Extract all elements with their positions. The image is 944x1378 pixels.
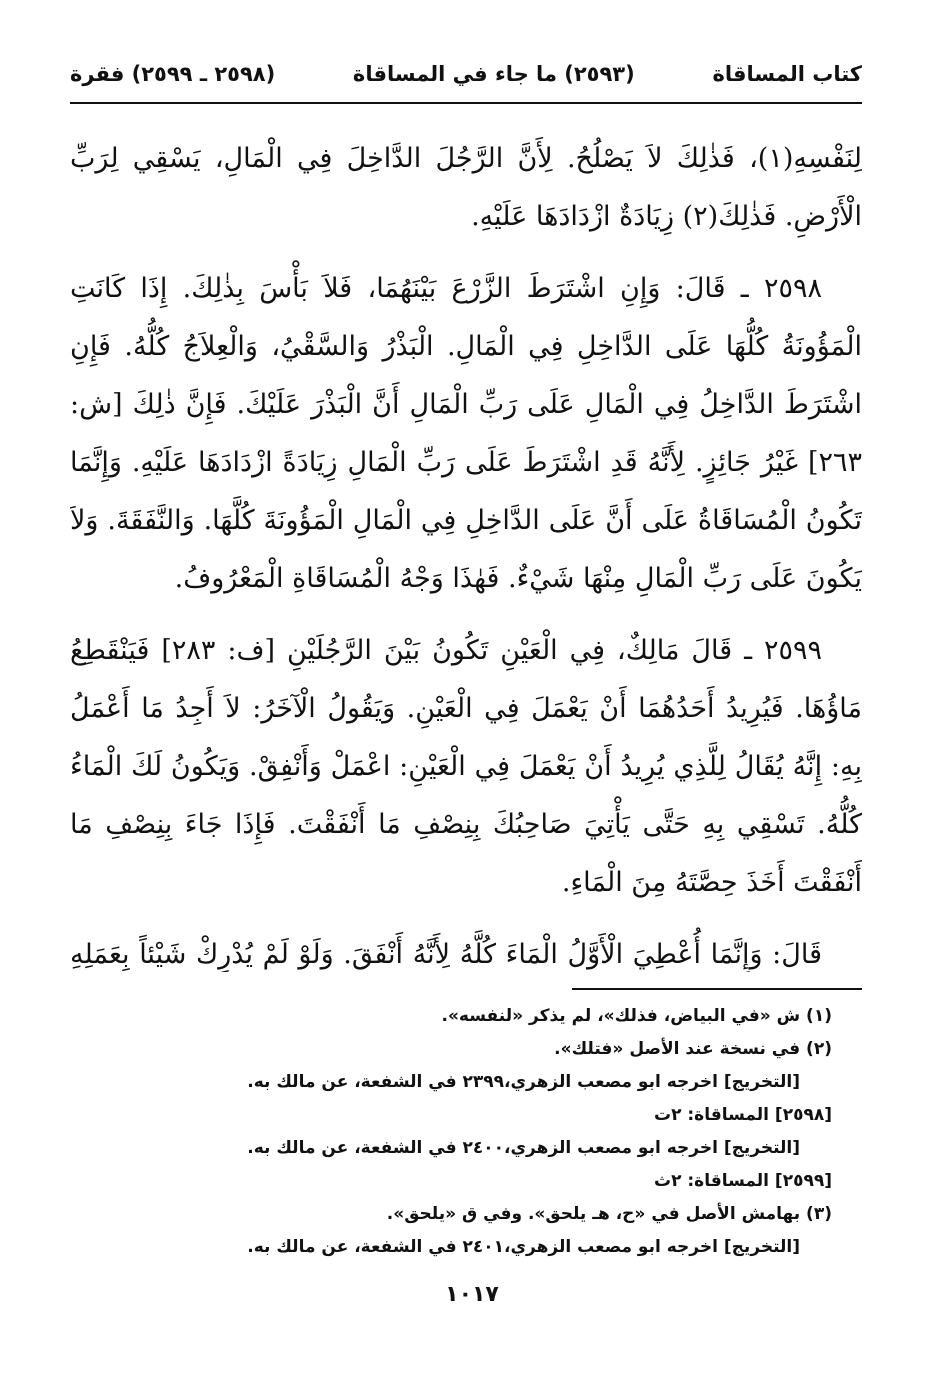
takhrij-1	[90, 1066, 832, 1099]
takhrij-3	[90, 1231, 832, 1262]
takhrij-label: [التخريج]	[723, 1072, 800, 1092]
paragraph-qala: قَالَ: وَإِنَّمَا أُعْطِيَ الْأَوَّلُ الْمَاءَ كُلَّهُ لِأَنَّهُ أَنْفَقَ. وَلَوْ لَمْ يُدْرِكْ شَيْئاً بِعَمَلِهِ	[70, 939, 822, 970]
footnote-divider	[572, 988, 862, 990]
footnote-3: (٣) بهامش الأصل في «ح، هـ يلحق». وفي ق «يلحق».	[386, 1204, 832, 1224]
chapter-title: (٢٥٩٣) ما جاء في المساقاة	[352, 62, 635, 86]
takhrij-label: [التخريج]	[723, 1237, 800, 1257]
running-header	[70, 52, 862, 96]
takhrij-label: [التخريج]	[723, 1138, 800, 1158]
takhrij-text: اخرجه ابو مصعب الزهري،٢٤٠١ في الشفعة، عن مالك به.	[247, 1237, 718, 1257]
paragraph-2599: ٢٥٩٩ ـ قَالَ مَالِكٌ، فِي الْعَيْنِ تَكُونُ بَيْنَ الرَّجُلَيْنِ [ف: ٢٨٣] فَيَنْقَطِعُ مَاؤُهَا. فَيُرِيدُ أَحَدُهُمَا أَنْ يَعْمَلَ فِي الْعَيْنِ. وَيَقُولُ الْآخَرُ: لاَ أَجِدُ مَا أَعْمَلُ بِهِ: إِنَّهُ يُقَالُ لِلَّذِي يُرِيدُ أَنْ يَعْمَلَ فِي الْعَيْنِ: اعْمَلْ وَأَنْفِقْ. وَيَكُونُ لَكَ الْمَاءُ كُلُّهُ. تَسْقِي بِهِ حَتَّى يَأْتِيَ صَاحِبُكَ بِنِصْفِ مَا أَنْفَقْتَ. فَإِذَا جَاءَ بِنِصْفِ مَا أَنْفَقْتَ أَخَذَ حِصَّتَهُ مِنَ الْمَاءِ.	[70, 635, 862, 898]
header-divider	[70, 102, 862, 104]
takhrij-2	[90, 1132, 832, 1165]
reference-2598: [٢٥٩٨] المساقاة: ٢ت	[653, 1105, 832, 1125]
paragraph-range: (٢٥٩٨ ـ ٢٥٩٩) فقرة	[70, 62, 276, 86]
footnote-1: (١) ش «في البياض، فذلك»، لم يذكر «لنفسه».	[441, 1006, 832, 1026]
footnote-2: (٢) في نسخة عند الأصل «فتلك».	[554, 1039, 832, 1059]
takhrij-text: اخرجه ابو مصعب الزهري،٢٣٩٩ في الشفعة، عن مالك به.	[247, 1072, 718, 1092]
reference-2599: [٢٥٩٩] المساقاة: ٢ث	[653, 1171, 832, 1191]
main-text	[70, 130, 862, 972]
footnotes	[90, 1000, 832, 1262]
takhrij-text: اخرجه ابو مصعب الزهري،٢٤٠٠ في الشفعة، عن مالك به.	[247, 1138, 718, 1158]
page-number: ١٠١٧	[445, 1282, 499, 1307]
paragraph-continuation: لِنَفْسِهِ(١)، فَذٰلِكَ لاَ يَصْلُحُ. لِأَنَّ الرَّجُلَ الدَّاخِلَ فِي الْمَالِ، يَسْقِي لِرَبِّ الْأَرْضِ. فَذٰلِكَ(٢) زِيَادَةٌ ازْدَادَهَا عَلَيْهِ.	[70, 143, 862, 232]
paragraph-2598: ٢٥٩٨ ـ قَالَ: وَإِنِ اشْتَرَطَ الزَّرْعَ بَيْنَهُمَا، فَلاَ بَأْسَ بِذٰلِكَ. إِذَا كَانَتِ الْمَؤُونَةُ كُلُّهَا عَلَى الدَّاخِلِ فِي الْمَالِ. الْبَذْرُ وَالسَّقْيُ، وَالْعِلاَجُ كُلُّهُ. فَإِنِ اشْتَرَطَ الدَّاخِلُ فِي الْمَالِ عَلَى رَبِّ الْمَالِ أَنَّ الْبَذْرَ عَلَيْكَ. فَإِنَّ ذٰلِكَ [ش: ٢٦٣] غَيْرُ جَائِزٍ. لِأَنَّهُ قَدِ اشْتَرَطَ عَلَى رَبِّ الْمَالِ زِيَادَةً ازْدَادَهَا عَلَيْهِ. وَإِنَّمَا تَكُونُ الْمُسَاقَاةُ عَلَى أَنَّ عَلَى الدَّاخِلِ فِي الْمَالِ الْمَؤُونَةَ كُلَّهَا. وَالنَّفَقَةَ. وَلاَ يَكُونَ عَلَى رَبِّ الْمَالِ مِنْهَا شَيْءٌ. فَهٰذَا وَجْهُ الْمُسَاقَاةِ الْمَعْرُوفُ.	[70, 273, 862, 594]
book-title: كتاب المساقاة	[712, 62, 862, 86]
